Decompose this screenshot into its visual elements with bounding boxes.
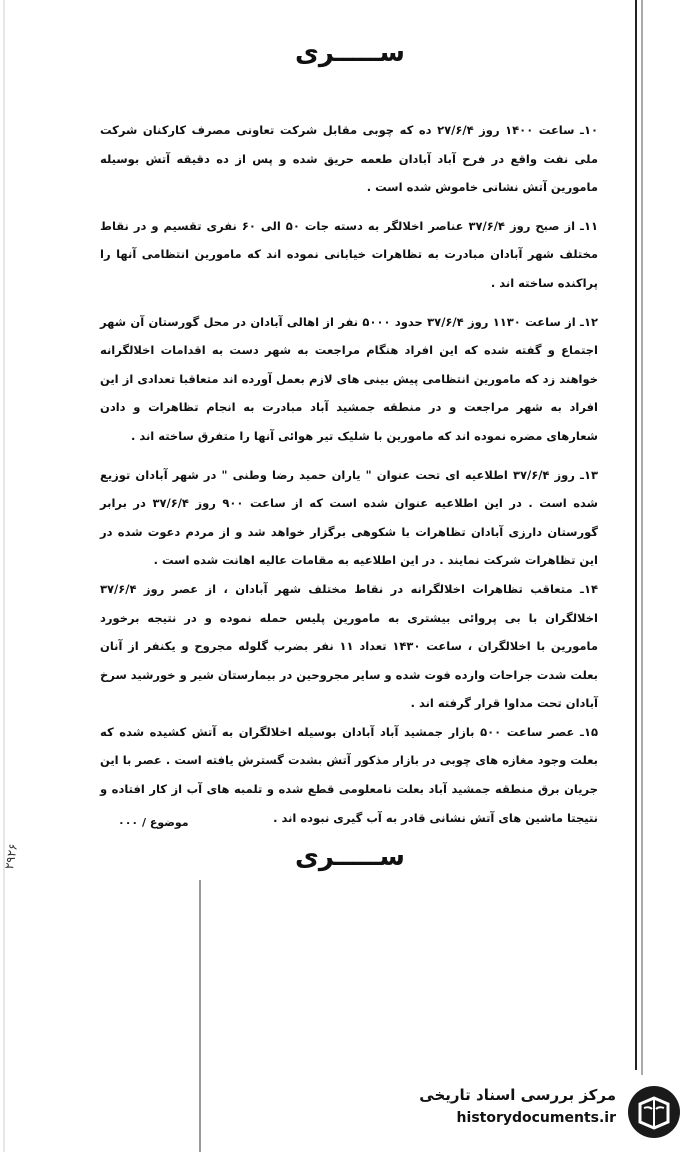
footer-classification: ســـــری: [294, 842, 405, 872]
paragraph-10: ۱۰ـ ساعت ۱۴۰۰ روز ۲۷/۶/۴ ده که چوبی مقابل شرکت تعاونی مصرف کارکنان شرکت ملی نفت واقع در فرح آباد آبادان طعمه حریق شده و پس از ده دقیقه آتش بوسیله مامورین آتش نشانی خاموش شده است .: [100, 123, 598, 195]
header-classification: ســـــری: [294, 38, 405, 68]
paragraph-13: ۱۳ـ روز ۳۷/۶/۴ اطلاعیه ای تحت عنوان " یاران حمید رضا وطنی " در شهر آبادان توزیع شده است . در این اطلاعیه عنوان شده است که از ساعت ۹۰۰ روز ۳۷/۶/۴ در برابر گورستان دارزی آبادان تظاهرات با شکوهی برگزار خواهد شد و از مردم دعوت شده در این تظاهرات شرکت نمایند . در این اطلاعیه به مقامات عالیه اهانت شده است .: [100, 467, 598, 568]
subject-line: موضوع / ۰۰۰: [118, 816, 189, 829]
paragraph-12: ۱۲ـ از ساعت ۱۱۳۰ روز ۳۷/۶/۴ حدود ۵۰۰۰ نفر از اهالی آبادان در محل گورستان آن شهر اجتماع و گفته شده که این افراد هنگام مراجعت به شهر دست به اقدامات اخلالگرانه خواهند زد که مامورین انتظامی پیش بینی های لازم بعمل آورده اند متعاقبا تعدادی از این افراد به شهر مراجعت و در منطقه جمشید آباد مبادرت به انجام تظاهرات و دادن شعارهای مضره نموده اند که مامورین با شلیک تیر هوائی آنها را متفرق ساخته اند .: [100, 314, 598, 443]
paragraph-11: ۱۱ـ از صبح روز ۳۷/۶/۴ عناصر اخلالگر به دسته جات ۵۰ الی ۶۰ نفری تقسیم و در نقاط مختلف شهر آبادان مبادرت به تظاهرات خیابانی نموده اند که مامورین انتظامی آنها را پراکنده ساخته اند .: [100, 218, 598, 290]
archive-logo-icon: [626, 1084, 682, 1140]
watermark-name: مرکز بررسی اسناد تاریخی: [419, 1086, 616, 1104]
archive-watermark: [388, 1082, 688, 1142]
watermark-url: historydocuments.ir: [456, 1110, 616, 1126]
handwritten-margin-note: ۲۹۲۶: [2, 842, 21, 871]
document-body: [100, 116, 598, 832]
paragraph-14: ۱۴ـ متعاقب تظاهرات اخلالگرانه در نقاط مختلف شهر آبادان ، از عصر روز ۳۷/۶/۴ اخلالگران با بی پروائی بیشتری به مامورین پلیس حمله نموده و در نتیجه برخورد مامورین با اخلالگران ، ساعت ۱۴۳۰ تعداد ۱۱ نفر بضرب گلوله مجروح و یکنفر از آنان بعلت شدت جراحات وارده فوت شده و سایر مجروحین در بیمارستان شیر و خورشید سرخ آبادان تحت مداوا قرار گرفته اند .: [100, 581, 598, 711]
paragraph-15: ۱۵ـ عصر ساعت ۵۰۰ بازار جمشید آباد آبادان بوسیله اخلالگران به آتش کشیده شده که بعلت وجود مغازه های چوبی در بازار مذکور آتش بشدت گسترش یافته است . عصر با این جریان برق منطقه جمشید آباد بعلت نامعلومی قطع شده و تلمبه های آب از کار افتاده و نتیجتا ماشین های آتش نشانی قادر به آب گیری نبوده اند .: [100, 724, 598, 825]
